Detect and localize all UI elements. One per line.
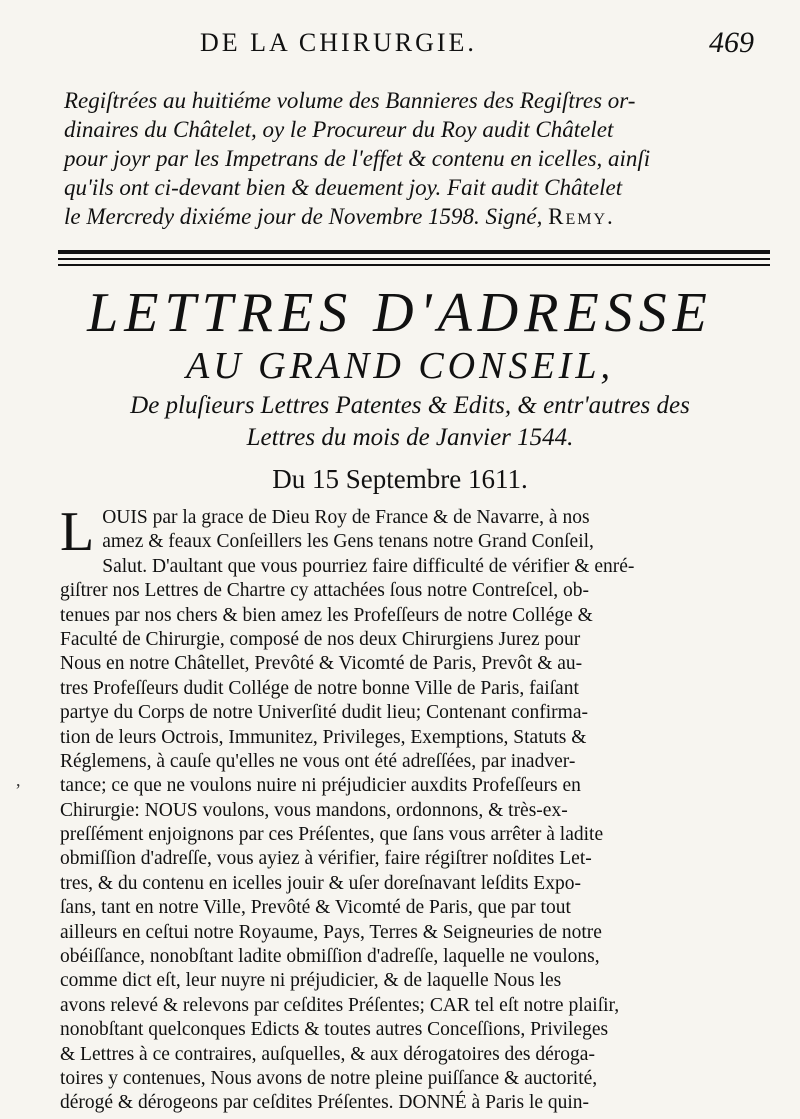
- body-line: partye du Corps de notre Univerſité dudit lieu; Contenant confirma-: [60, 702, 588, 724]
- body-lines: [60, 555, 762, 1116]
- section-rule-thin: [58, 264, 770, 266]
- body-line: ſans, tant en notre Ville, Prevôté & Vicomté de Paris, que par tout: [60, 897, 571, 919]
- body-line: tres, & du contenu en icelles jouir & uſer doreſnavant leſdits Expo-: [60, 872, 581, 894]
- body-line: avons relevé & relevons par ceſdites Préſentes; CAR tel eſt notre plaiſir,: [60, 994, 620, 1016]
- page-number: 469: [709, 26, 754, 59]
- body-line: tance; ce que ne voulons nuire ni préjudicier auxdits Profeſſeurs en: [60, 775, 581, 797]
- body-line: nonobſtant quelconques Edicts & toutes autres Conceſſions, Privileges: [60, 1019, 609, 1041]
- registration-line: pour joyr par les Impetrans de l'effet & contenu en icelles, ainſi: [64, 146, 651, 171]
- body-line: Salut. D'aultant que vous pourriez faire difficulté de vérifier & enré-: [102, 555, 635, 577]
- margin-mark: ,: [16, 770, 21, 790]
- registration-line: Regiſtrées au huitiéme volume des Bannieres des Regiſtres or-: [64, 88, 636, 113]
- body-line: giſtrer nos Lettres de Chartre cy attachées ſous notre Contreſcel, ob-: [60, 580, 590, 602]
- body-line: tenues par nos chers & bien amez les Profeſſeurs de notre Collége &: [60, 604, 593, 626]
- main-title: LETTRES D'ADRESSE: [87, 282, 713, 344]
- title-description: [50, 390, 770, 454]
- body-line: tion de leurs Octrois, Immunitez, Privileges, Exemptions, Statuts &: [60, 726, 587, 748]
- body-line: Chirurgie: NOUS voulons, vous mandons, ordonnons, & très-ex-: [60, 799, 568, 821]
- body-line: & Lettres à ce contraires, auſquelles, & aux dérogatoires des déroga-: [60, 1043, 595, 1065]
- registration-line-last: [64, 202, 764, 231]
- body-line: amez & feaux Conſeillers les Gens tenans notre Grand Conſeil,: [102, 531, 594, 553]
- body-line: preſſément enjoignons par ces Préſentes, que ſans vous arrêter à ladite: [60, 824, 604, 846]
- body-line: tres Profeſſeurs dudit Collége de notre bonne Ville de Paris, faiſant: [60, 677, 579, 699]
- drop-cap: L: [60, 501, 95, 563]
- running-title: DE LA CHIRURGIE.: [200, 28, 477, 57]
- body-line: OUIS par la grace de Dieu Roy de France & de Navarre, à nos: [102, 507, 590, 528]
- body-line: obéiſſance, nonobſtant ladite obmiſſion d'adreſſe, laquelle ne voulons,: [60, 946, 600, 968]
- description-line: De pluſieurs Lettres Patentes & Edits, & entr'autres des: [130, 392, 690, 419]
- date-line: Du 15 Septembre 1611.: [272, 464, 528, 494]
- registration-paragraph: [64, 86, 764, 231]
- body-line: toires y contenues, Nous avons de notre pleine puiſſance & auctorité,: [60, 1067, 598, 1089]
- signature-name: Remy.: [548, 204, 615, 229]
- body-line: obmiſſion d'adreſſe, vous ayiez à vérifier, faire régiſtrer noſdites Let-: [60, 848, 592, 870]
- registration-line: dinaires du Châtelet, oy le Procureur du Roy audit Châtelet: [64, 117, 614, 142]
- registration-line: qu'ils ont ci-devant bien & deuement joy. Fait audit Châtelet: [64, 175, 623, 200]
- sub-title: AU GRAND CONSEIL,: [186, 345, 614, 387]
- running-head: [200, 28, 760, 64]
- registration-date: le Mercredy dixiéme jour de Novembre 1598. Signé,: [64, 204, 543, 229]
- body-line: Faculté de Chirurgie, composé de nos deux Chirurgiens Jurez pour: [60, 628, 581, 650]
- section-rule-thin: [58, 258, 770, 260]
- body-line: ailleurs en ceſtui notre Royaume, Pays, Terres & Seigneuries de notre: [60, 921, 602, 943]
- body-line: Nous en notre Châtellet, Prevôté & Vicomté de Paris, Prevôt & au-: [60, 653, 583, 675]
- section-rule-thick: [58, 250, 770, 254]
- body-line: dérogé & dérogeons par ceſdites Préſentes. DONNÉ à Paris le quin-: [60, 1092, 590, 1114]
- body-text: [60, 501, 762, 1116]
- body-line: comme dict eſt, leur nuyre ni préjudicier, & de laquelle Nous les: [60, 970, 562, 992]
- description-line: Lettres du mois de Janvier 1544.: [246, 424, 574, 451]
- body-line: Réglemens, à cauſe qu'elles ne vous ont été adreſſées, par inadver-: [60, 750, 576, 772]
